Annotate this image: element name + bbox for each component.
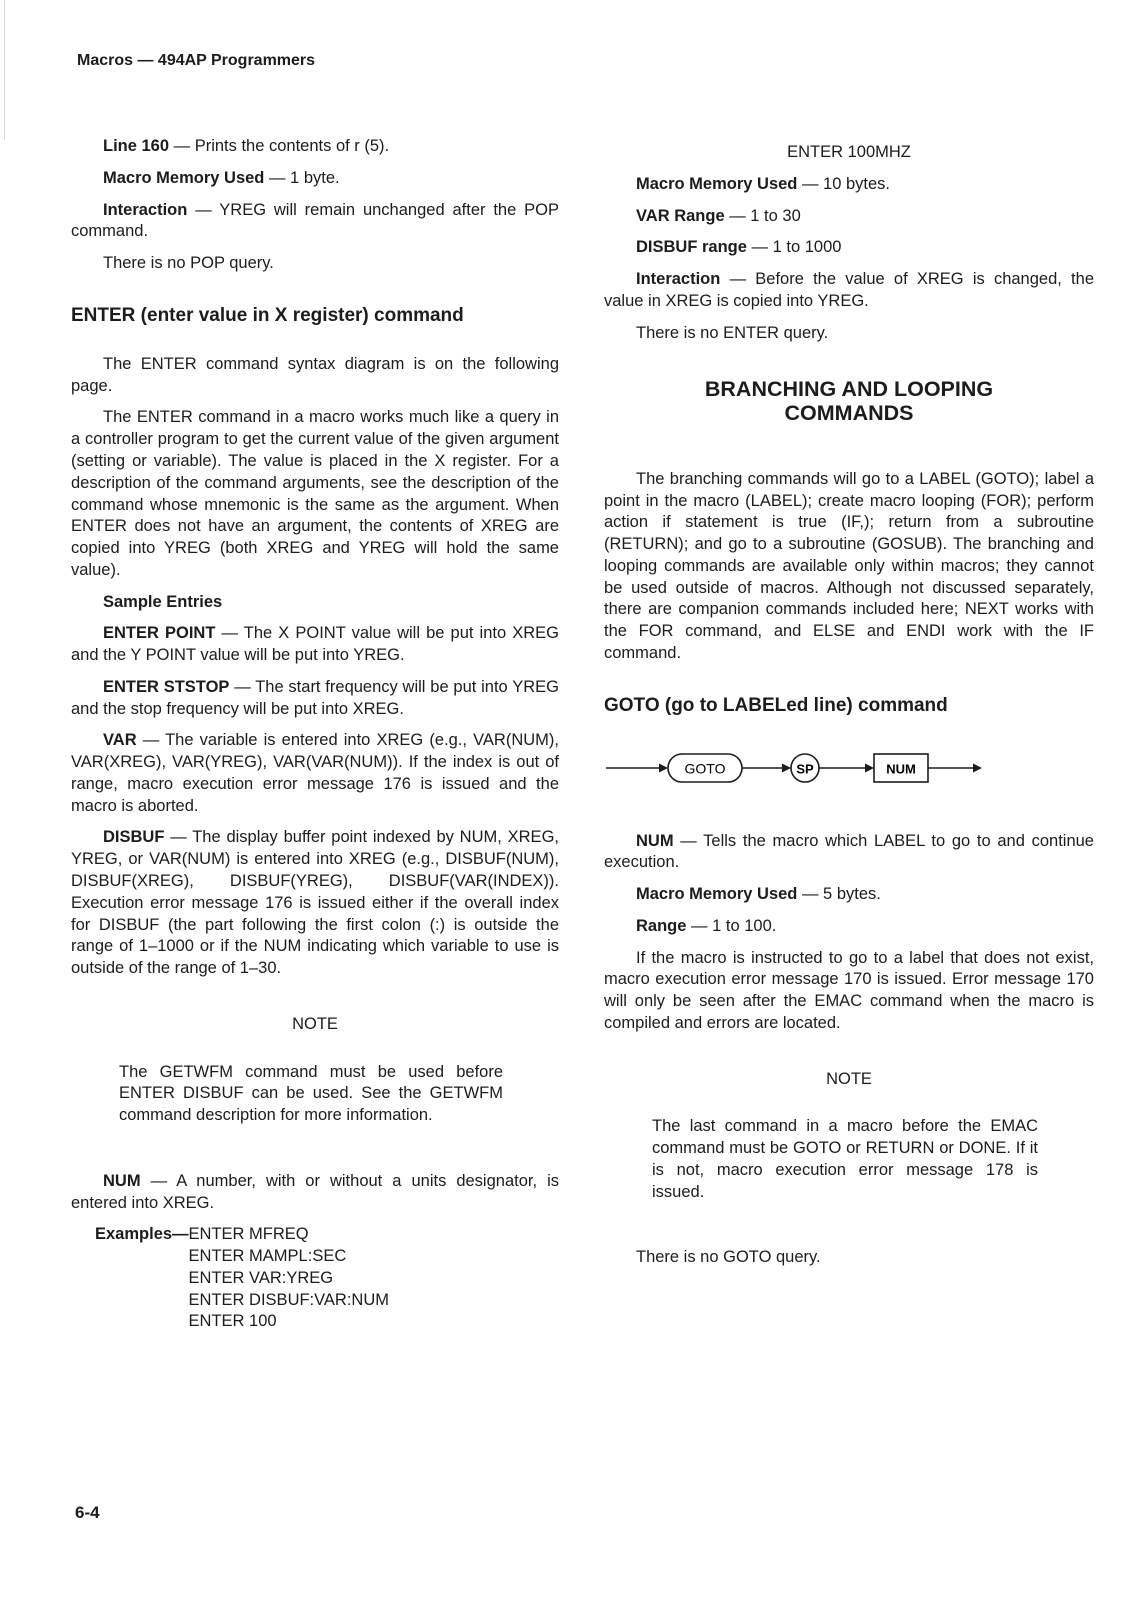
arrow-head [865,763,874,772]
var-text: — The variable is entered into XREG (e.g., VAR(NUM), VAR(XREG), VAR(YREG), VAR(VAR(NUM)). If the index is out of range, macro execution error message 176 is issued and the macro is aborted. [71,731,559,815]
sample-entries-heading: Sample Entries [103,592,223,611]
num-paragraph [71,1171,559,1215]
arrow-head [782,763,791,772]
line160-text: — Prints the contents of r (5). [169,137,390,155]
example-item: ENTER VAR:YREG [188,1268,334,1287]
example-item: ENTER MFREQ [188,1225,309,1244]
arrow-head [973,763,982,772]
left-column [71,136,559,1333]
enter-point-text: — The X POINT value will be put into XREG and the Y POINT value will be put into YREG. [71,624,559,665]
var-range-text: — 1 to 30 [724,206,801,225]
num-label: NUM [636,831,674,850]
note-body: The last command in a macro before the EMAC command must be GOTO or RETURN or DONE. If it is not, macro execution error message 178 is issued. [652,1117,1038,1201]
examples-list [189,1224,389,1333]
range-label: Range [636,916,687,935]
disbuf-label: DISBUF [103,828,165,847]
num-text: — A number, with or without a units designator, is entered into XREG. [71,1171,559,1212]
enter-point-label: ENTER POINT [103,624,216,643]
line160-paragraph [71,136,559,158]
range-text: — 1 to 100. [686,916,777,935]
num-keyword: NUM [886,761,916,777]
memory-used-paragraph [604,174,1094,196]
memory-used-text: — 10 bytes. [797,174,891,193]
num-text: — Tells the macro which LABEL to go to and continue execution. [604,831,1094,872]
memory-used-label: Macro Memory Used [636,174,798,193]
memory-used-text: — 5 bytes. [797,885,881,904]
memory-used-paragraph [71,168,559,190]
goto-keyword: GOTO [684,760,726,777]
note-heading: NOTE [826,1069,872,1088]
range-paragraph [604,916,1094,938]
enter-point-paragraph [71,623,559,667]
note-body: The GETWFM command must be used before ENTER DISBUF can be used. See the GETWFM command description for more information. [119,1062,503,1125]
var-range-paragraph [604,206,1094,228]
disbuf-paragraph [71,827,559,979]
memory-used-label: Macro Memory Used [636,885,798,904]
interaction-text: — YREG will remain unchanged after the POP command. [71,200,559,241]
enter-intro-paragraph: The ENTER command syntax diagram is on the following page. [71,354,559,395]
branching-paragraph: The branching commands will go to a LABEL (GOTO); label a point in the macro (LABEL); create macro looping (FOR); perform action if statement is true (IF,); return from a subroutine (RETURN); and go to a subroutine (GOSUB). The branching and looping commands are available only within macros; they cannot be used outside of macros. Although not discussed separately, there are companion commands included here; NEXT works with the FOR command, and ELSE and ENDI work with the IF command. [604,469,1094,662]
var-paragraph [71,730,559,817]
examples-label: Examples— [95,1225,189,1244]
enter-description-paragraph: The ENTER command in a macro works much like a query in a controller program to get the current value of the given argument (setting or variable). The value is placed in the X register. For a description of the command arguments, see the description of the command whose mnemonic is the same as the argument. When ENTER does not have an argument, the contents of XREG are copied into YREG (both XREG and YREG will hold the same value). [71,408,559,579]
example-item: ENTER DISBUF:VAR:NUM [188,1290,390,1309]
note-heading: NOTE [292,1014,338,1033]
interaction-paragraph [604,269,1094,313]
no-pop-query: There is no POP query. [103,254,274,273]
num-label: NUM [103,1171,141,1190]
goto-syntax-diagram [604,744,1094,797]
page-number: 6-4 [75,1503,100,1522]
memory-used-text: — 1 byte. [264,168,340,187]
example-item: ENTER MAMPL:SEC [188,1247,347,1266]
var-label: VAR [103,731,137,750]
no-goto-query: There is no GOTO query. [636,1248,821,1267]
memory-used-label: Macro Memory Used [103,168,265,187]
sp-keyword: SP [796,761,814,777]
interaction-label: Interaction [636,270,721,289]
enter-100mhz-example: ENTER 100MHZ [787,143,911,161]
line160-label: Line 160 [103,137,170,155]
interaction-text: — Before the value of XREG is changed, the value in XREG is copied into YREG. [604,270,1094,310]
disbuf-range-paragraph [604,237,1094,259]
interaction-label: Interaction [103,200,188,219]
var-range-label: VAR Range [636,206,725,225]
branching-heading-line2: COMMANDS [784,400,914,425]
scan-edge-line [4,0,5,140]
disbuf-range-text: — 1 to 1000 [746,238,842,257]
arrow-head [659,763,668,772]
running-header: Macros — 494AP Programmers [77,52,316,69]
no-enter-query: There is no ENTER query. [636,323,829,342]
memory-used-paragraph [604,884,1094,906]
syntax-diagram-svg [604,744,994,790]
branching-heading-line1: BRANCHING AND LOOPING [704,377,994,402]
example-item: ENTER 100 [188,1312,277,1331]
enter-ststop-text: — The start frequency will be put into YREG and the stop frequency will be put into XREG. [71,677,559,718]
disbuf-range-label: DISBUF range [636,238,747,257]
disbuf-text: — The display buffer point indexed by NUM, XREG, YREG, or VAR(NUM) is entered into XREG (e.g., DISBUF(NUM), DISBUF(XREG), DISBUF(YREG), DISBUF(VAR(INDEX)). Execution error message 176 is issued either if the overall index for DISBUF (the part following the first colon (:) is outside the range of 1–1000 or if the NUM indicating which variable to use is outside of the range of 1–30. [71,828,559,978]
enter-command-heading: ENTER (enter value in X register) command [71,304,464,326]
enter-ststop-paragraph [71,677,559,721]
enter-ststop-label: ENTER STSTOP [103,677,230,696]
right-column [604,142,1094,1279]
goto-error-paragraph: If the macro is instructed to go to a label that does not exist, macro execution error message 170 is issued. Error message 170 will only be seen after the EMAC command when the macro is compiled and errors are located. [604,948,1094,1032]
goto-num-paragraph [604,831,1094,875]
branching-heading [604,378,1094,424]
interaction-paragraph [71,200,559,244]
examples-block [95,1224,559,1333]
goto-command-heading: GOTO (go to LABELed line) command [604,694,948,716]
